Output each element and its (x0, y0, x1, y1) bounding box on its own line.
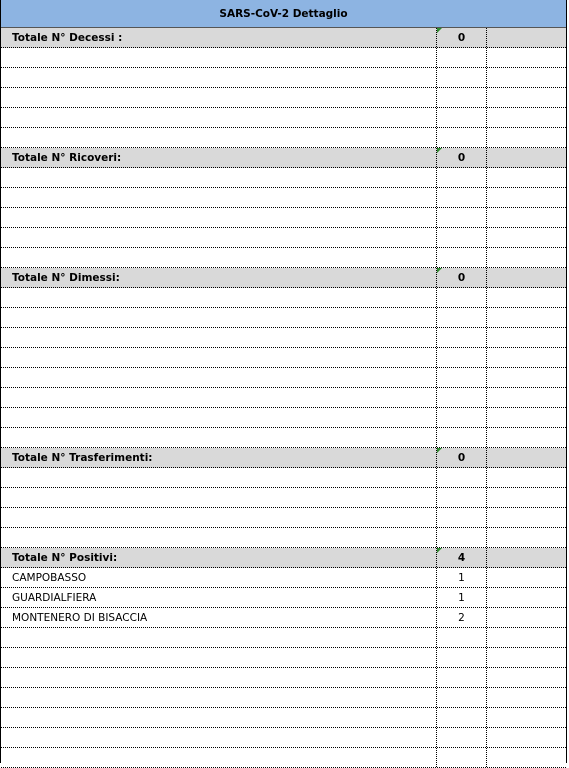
municipality-count[interactable]: 2 (436, 608, 486, 627)
empty-cell[interactable] (486, 148, 566, 167)
blank-row[interactable] (1, 188, 566, 208)
empty-cell[interactable] (436, 728, 486, 747)
empty-cell[interactable] (486, 28, 566, 47)
blank-row[interactable] (1, 288, 566, 308)
blank-row[interactable] (1, 628, 566, 648)
section-label[interactable]: Totale N° Ricoveri: (12, 151, 122, 164)
empty-cell[interactable] (486, 388, 566, 407)
empty-cell[interactable] (436, 708, 486, 727)
empty-cell[interactable] (436, 208, 486, 227)
empty-cell[interactable] (1, 748, 436, 767)
municipality-name[interactable]: GUARDIALFIERA (12, 591, 97, 604)
empty-cell[interactable] (436, 188, 486, 207)
section-total-value[interactable] (436, 448, 486, 467)
empty-cell[interactable] (1, 408, 436, 427)
empty-cell[interactable] (486, 668, 566, 687)
empty-cell[interactable] (1, 388, 436, 407)
section-header-row[interactable] (1, 148, 566, 168)
empty-cell[interactable] (436, 388, 486, 407)
blank-row[interactable] (1, 248, 566, 268)
empty-cell[interactable] (436, 488, 486, 507)
empty-cell[interactable] (1, 308, 436, 327)
empty-cell[interactable] (486, 608, 566, 627)
blank-row[interactable] (1, 408, 566, 428)
empty-cell[interactable] (486, 688, 566, 707)
empty-cell[interactable] (486, 468, 566, 487)
empty-cell[interactable] (1, 248, 436, 267)
empty-cell[interactable] (1, 428, 436, 447)
empty-cell[interactable] (436, 468, 486, 487)
empty-cell[interactable] (1, 508, 436, 527)
empty-cell[interactable] (486, 448, 566, 467)
blank-row[interactable] (1, 368, 566, 388)
empty-cell[interactable] (486, 168, 566, 187)
empty-cell[interactable] (486, 348, 566, 367)
empty-cell[interactable] (1, 68, 436, 87)
municipality-name[interactable]: CAMPOBASSO (12, 571, 87, 584)
municipality-name[interactable]: MONTENERO DI BISACCIA (12, 611, 148, 624)
empty-cell[interactable] (436, 668, 486, 687)
empty-cell[interactable] (486, 408, 566, 427)
blank-row[interactable] (1, 68, 566, 88)
empty-cell[interactable] (436, 288, 486, 307)
empty-cell[interactable] (486, 328, 566, 347)
data-row[interactable] (1, 608, 566, 628)
empty-cell[interactable] (1, 128, 436, 147)
empty-cell[interactable] (486, 128, 566, 147)
empty-cell[interactable] (486, 208, 566, 227)
empty-cell[interactable] (486, 568, 566, 587)
section-total-value[interactable] (436, 548, 486, 567)
blank-row[interactable] (1, 748, 566, 768)
empty-cell[interactable] (436, 48, 486, 67)
empty-cell[interactable] (486, 708, 566, 727)
empty-cell[interactable] (1, 108, 436, 127)
empty-cell[interactable] (436, 508, 486, 527)
municipality-count[interactable]: 1 (436, 568, 486, 587)
blank-row[interactable] (1, 328, 566, 348)
empty-cell[interactable] (436, 348, 486, 367)
cell-comment-marker-icon (437, 28, 442, 33)
empty-cell[interactable] (486, 548, 566, 567)
empty-cell[interactable] (436, 528, 486, 547)
blank-row[interactable] (1, 728, 566, 748)
empty-cell[interactable] (436, 128, 486, 147)
blank-row[interactable] (1, 388, 566, 408)
empty-cell[interactable] (436, 428, 486, 447)
section-total-text: 0 (457, 271, 466, 284)
empty-cell[interactable] (436, 688, 486, 707)
blank-row[interactable] (1, 208, 566, 228)
empty-cell[interactable] (1, 288, 436, 307)
empty-cell[interactable] (486, 88, 566, 107)
empty-cell[interactable] (1, 48, 436, 67)
section-header-row[interactable] (1, 28, 566, 48)
empty-cell[interactable] (486, 48, 566, 67)
empty-cell[interactable] (486, 508, 566, 527)
blank-row[interactable] (1, 708, 566, 728)
empty-cell[interactable] (436, 408, 486, 427)
section-header-row[interactable] (1, 268, 566, 288)
cell-comment-marker-icon (437, 268, 442, 273)
empty-cell[interactable] (486, 428, 566, 447)
empty-cell[interactable] (436, 248, 486, 267)
empty-cell[interactable] (436, 628, 486, 647)
empty-cell[interactable] (1, 348, 436, 367)
section-total-text: 4 (457, 551, 466, 564)
section-total-value[interactable] (436, 28, 486, 47)
section-label[interactable]: Totale N° Positivi: (12, 551, 118, 564)
empty-cell[interactable] (486, 488, 566, 507)
empty-cell[interactable] (1, 488, 436, 507)
cell-comment-marker-icon (437, 548, 442, 553)
empty-cell[interactable] (1, 208, 436, 227)
empty-cell[interactable] (1, 88, 436, 107)
municipality-count[interactable]: 1 (436, 588, 486, 607)
blank-row[interactable] (1, 668, 566, 688)
empty-cell[interactable] (1, 528, 436, 547)
empty-cell[interactable] (436, 108, 486, 127)
empty-cell[interactable] (486, 728, 566, 747)
empty-cell[interactable] (436, 368, 486, 387)
empty-cell[interactable] (486, 748, 566, 767)
empty-cell[interactable] (486, 288, 566, 307)
empty-cell[interactable] (486, 628, 566, 647)
section-total-value[interactable] (436, 148, 486, 167)
empty-cell[interactable] (436, 168, 486, 187)
blank-row[interactable] (1, 468, 566, 488)
empty-cell[interactable] (1, 688, 436, 707)
empty-cell[interactable] (436, 308, 486, 327)
section-total-text: 0 (457, 151, 466, 164)
empty-cell[interactable] (1, 168, 436, 187)
empty-cell[interactable] (1, 228, 436, 247)
blank-row[interactable] (1, 688, 566, 708)
empty-cell[interactable] (1, 668, 436, 687)
empty-cell[interactable] (1, 628, 436, 647)
blank-row[interactable] (1, 108, 566, 128)
section-label[interactable]: Totale N° Trasferimenti: (12, 451, 153, 464)
empty-cell[interactable] (486, 588, 566, 607)
blank-row[interactable] (1, 88, 566, 108)
section-total-value[interactable] (436, 268, 486, 287)
sheet-body (1, 28, 566, 768)
data-row[interactable] (1, 588, 566, 608)
blank-row[interactable] (1, 128, 566, 148)
blank-row[interactable] (1, 508, 566, 528)
section-total-text: 0 (457, 31, 466, 44)
empty-cell[interactable] (436, 228, 486, 247)
blank-row[interactable] (1, 168, 566, 188)
blank-row[interactable] (1, 308, 566, 328)
blank-row[interactable] (1, 648, 566, 668)
empty-cell[interactable] (1, 188, 436, 207)
blank-row[interactable] (1, 228, 566, 248)
empty-cell[interactable] (436, 748, 486, 767)
empty-cell[interactable] (486, 228, 566, 247)
empty-cell[interactable] (486, 248, 566, 267)
blank-row[interactable] (1, 528, 566, 548)
empty-cell[interactable] (436, 88, 486, 107)
cell-comment-marker-icon (437, 148, 442, 153)
cell-comment-marker-icon (437, 448, 442, 453)
sheet-title: SARS-CoV-2 Dettaglio (1, 0, 566, 28)
empty-cell[interactable] (1, 728, 436, 747)
section-label[interactable]: Totale N° Decessi : (12, 31, 123, 44)
empty-cell[interactable] (486, 648, 566, 667)
empty-cell[interactable] (1, 368, 436, 387)
blank-row[interactable] (1, 48, 566, 68)
blank-row[interactable] (1, 348, 566, 368)
empty-cell[interactable] (486, 368, 566, 387)
empty-cell[interactable] (436, 68, 486, 87)
empty-cell[interactable] (1, 708, 436, 727)
empty-cell[interactable] (486, 108, 566, 127)
empty-cell[interactable] (486, 268, 566, 287)
blank-row[interactable] (1, 488, 566, 508)
data-row[interactable] (1, 568, 566, 588)
section-total-text: 0 (457, 451, 466, 464)
section-header-row[interactable] (1, 448, 566, 468)
empty-cell[interactable] (486, 528, 566, 547)
blank-row[interactable] (1, 428, 566, 448)
section-label[interactable]: Totale N° Dimessi: (12, 271, 120, 284)
empty-cell[interactable] (1, 648, 436, 667)
empty-cell[interactable] (436, 648, 486, 667)
empty-cell[interactable] (486, 68, 566, 87)
empty-cell[interactable] (486, 188, 566, 207)
empty-cell[interactable] (436, 328, 486, 347)
empty-cell[interactable] (486, 308, 566, 327)
section-header-row[interactable] (1, 548, 566, 568)
empty-cell[interactable] (1, 468, 436, 487)
empty-cell[interactable] (1, 328, 436, 347)
